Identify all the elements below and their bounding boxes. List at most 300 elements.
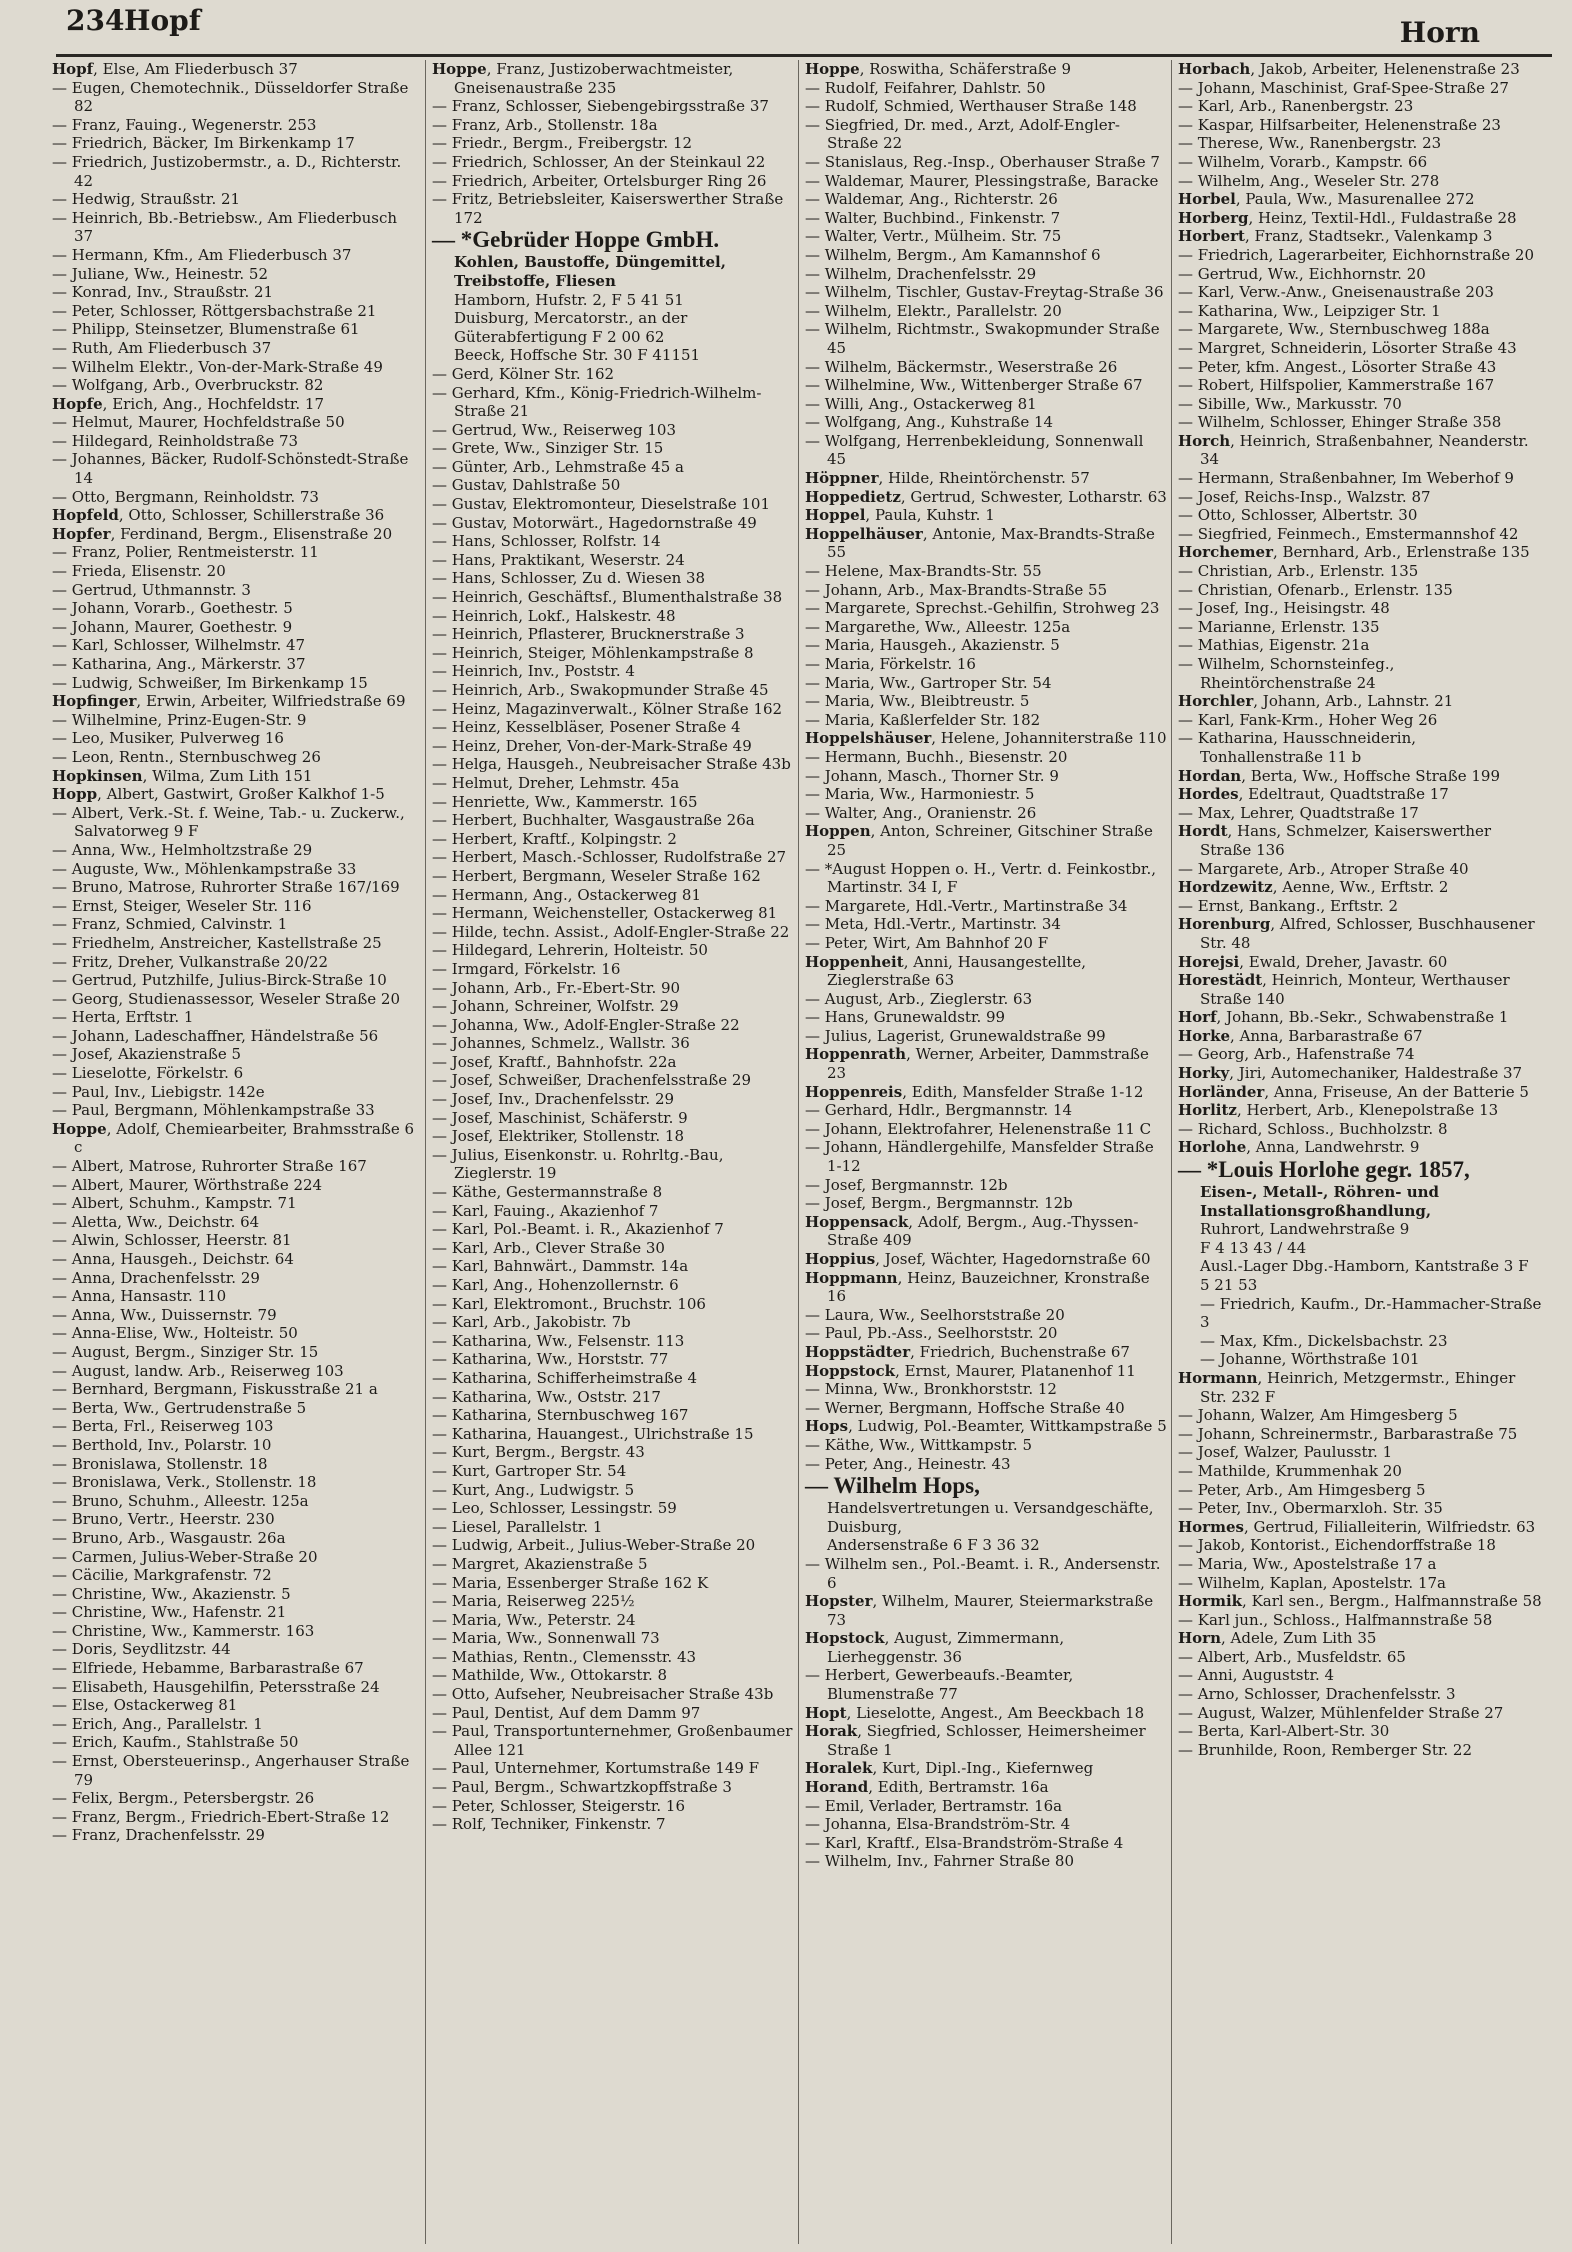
directory-entry: — Christine, Ww., Akazienstr. 5 xyxy=(52,1584,291,1603)
directory-entry: — Heinrich, Pflasterer, Brucknerstraße 3 xyxy=(432,625,745,644)
directory-entry: — Katharina, Ww., Oststr. 217 xyxy=(432,1387,661,1406)
directory-entry: — Ernst, Steiger, Weseler Str. 116 xyxy=(52,896,312,915)
directory-entry: — Hermann, Straßenbahner, Im Weberhof 9 xyxy=(1178,469,1514,488)
directory-entry: — Hermann, Kfm., Am Fliederbusch 37 xyxy=(52,245,352,264)
directory-entry: — Mathias, Rentn., Clemensstr. 43 xyxy=(432,1647,697,1666)
directory-entry: — Helga, Hausgeh., Neubreisacher Straße 43b xyxy=(432,755,791,774)
ad-address-line: F 4 13 43 / 44 xyxy=(1200,1238,1307,1257)
directory-entry: — August, Arb., Zieglerstr. 63 xyxy=(805,989,1033,1008)
directory-entry: — Josef, Maschinist, Schäferstr. 9 xyxy=(432,1108,688,1127)
directory-entry: — Brunhilde, Roon, Remberger Str. 22 xyxy=(1178,1740,1473,1759)
directory-entry: — Aletta, Ww., Deichstr. 64 xyxy=(52,1212,260,1231)
directory-entry: — Maria, Hausgeh., Akazienstr. 5 xyxy=(805,636,1060,655)
directory-entry: — Käthe, Ww., Wittkampstr. 5 xyxy=(805,1435,1032,1454)
column-1 xyxy=(52,60,420,2244)
directory-entry: — Bernhard, Bergmann, Fiskusstraße 21 a xyxy=(52,1380,378,1399)
entry-surname: Hoppe xyxy=(52,1119,107,1138)
entry-surname: Hopfe xyxy=(52,394,103,413)
directory-entry: — Therese, Ww., Ranenbergstr. 23 xyxy=(1178,134,1442,153)
directory-entry: — Gerhard, Kfm., König-Friedrich-Wilhelm-Straße 21 xyxy=(432,383,762,421)
entry-surname: Hoppenreis xyxy=(805,1082,903,1101)
directory-entry: — Friedrich, Schlosser, An der Steinkaul 22 xyxy=(432,152,766,171)
directory-entry: — Heinrich, Arb., Swakopmunder Straße 45 xyxy=(432,681,769,699)
directory-entry: — Friedrich, Lagerarbeiter, Eichhornstraße 20 xyxy=(1178,245,1535,264)
directory-entry: — Walter, Buchbind., Finkenstr. 7 xyxy=(805,208,1061,227)
entry-surname: Hopfeld xyxy=(52,506,119,525)
directory-entry: — Wilhelmine, Prinz-Eugen-Str. 9 xyxy=(52,710,307,729)
directory-entry: — Katharina, Ang., Märkerstr. 37 xyxy=(52,655,306,673)
directory-entry: — Johann, Schreiner, Wolfstr. 29 xyxy=(432,997,679,1016)
directory-entry: Hoppe, Franz, Justizoberwachtmeister, Gneisenaustraße 235 xyxy=(432,60,734,97)
directory-entry: — Anna-Elise, Ww., Holteistr. 50 xyxy=(52,1324,298,1343)
directory-entry: — Franz, Drachenfelsstr. 29 xyxy=(52,1826,265,1845)
directory-entry: — Hans, Schlosser, Zu d. Wiesen 38 xyxy=(432,569,706,588)
ad-address-line: Andersenstraße 6 F 3 36 32 xyxy=(827,1536,1040,1555)
directory-entry: — Josef, Akazienstraße 5 xyxy=(52,1045,242,1064)
directory-entry: — Mathilde, Ww., Ottokarstr. 8 xyxy=(432,1666,668,1685)
directory-entry: — Kurt, Bergm., Bergstr. 43 xyxy=(432,1443,645,1462)
directory-entry: Hopfer, Ferdinand, Bergm., Elisenstraße 20 xyxy=(52,524,393,543)
directory-entry: — Otto, Aufseher, Neubreisacher Straße 43b xyxy=(432,1685,774,1704)
ad-address-line: — Johanne, Wörthstraße 101 xyxy=(1200,1350,1420,1369)
directory-entry: — Otto, Schlosser, Albertstr. 30 xyxy=(1178,506,1418,525)
directory-entry: — Albert, Arb., Musfeldstr. 65 xyxy=(1178,1647,1406,1666)
directory-entry: — Gustav, Elektromonteur, Dieselstraße 101 xyxy=(432,495,770,514)
directory-entry: Hopfinger, Erwin, Arbeiter, Wilfriedstraße 69 xyxy=(52,692,406,711)
directory-entry: — Johann, Walzer, Am Himgesberg 5 xyxy=(1178,1406,1458,1425)
directory-entry: — Wilhelm, Tischler, Gustav-Freytag-Straße 36 xyxy=(805,283,1164,302)
directory-entry: — Maria, Reiserweg 225½ xyxy=(432,1592,635,1611)
directory-entry: — Sibille, Ww., Markusstr. 70 xyxy=(1178,394,1402,413)
directory-entry: — Maria, Ww., Bleibtreustr. 5 xyxy=(805,692,1030,711)
directory-entry: — Bronislawa, Stollenstr. 18 xyxy=(52,1454,268,1473)
directory-entry: — Margarethe, Ww., Alleestr. 125a xyxy=(805,617,1071,636)
directory-entry: — Wilhelm sen., Pol.-Beamt. i. R., Andersenstr. 6 xyxy=(805,1554,1161,1592)
entry-surname: Hoppelshäuser xyxy=(805,729,932,748)
directory-entry: Hoppenheit, Anni, Hausangestellte, Zieglerstraße 63 xyxy=(805,952,1087,990)
directory-entry: Hoppe, Roswitha, Schäferstraße 9 xyxy=(805,60,1071,78)
directory-entry: — Paul, Pb.-Ass., Seelhorststr. 20 xyxy=(805,1324,1058,1343)
entry-surname: Horand xyxy=(805,1778,869,1797)
directory-entry: — Herbert, Gewerbeaufs.-Beamter, Blumenstraße 77 xyxy=(805,1666,1074,1704)
directory-entry: — Karl, Elektromont., Bruchstr. 106 xyxy=(432,1294,706,1313)
directory-entry: — Heinrich, Bb.-Betriebsw., Am Fliederbusch 37 xyxy=(52,208,398,246)
entry-surname: Hordzewitz xyxy=(1178,878,1273,897)
entry-surname: Hopp xyxy=(52,785,98,804)
directory-entry: — Josef, Ing., Heisingstr. 48 xyxy=(1178,599,1390,618)
directory-entry: — Max, Lehrer, Quadtstraße 17 xyxy=(1178,803,1419,822)
directory-entry: — Josef, Bergmannstr. 12b xyxy=(805,1175,1008,1194)
entry-surname: Hoppe xyxy=(805,60,860,78)
ad-address-line: Ruhrort, Landwehrstraße 9 xyxy=(1200,1220,1410,1239)
directory-entry: Hopstock, August, Zimmermann, Lierheggenstr. 36 xyxy=(805,1629,1065,1666)
directory-entry: — Johann, Maschinist, Graf-Spee-Straße 27 xyxy=(1178,78,1509,97)
entry-surname: Horbert xyxy=(1178,227,1245,246)
directory-entry: — Karl, Schlosser, Wilhelmstr. 47 xyxy=(52,636,306,655)
directory-entry: Hoppen, Anton, Schreiner, Gitschiner Straße 25 xyxy=(805,822,1153,859)
directory-entry: — Johann, Händlergehilfe, Mansfelder Straße 1-12 xyxy=(805,1138,1154,1176)
directory-entry: Hoppstock, Ernst, Maurer, Platanenhof 11 xyxy=(805,1361,1136,1380)
directory-entry: — Karl, Verw.-Anw., Gneisenaustraße 203 xyxy=(1178,283,1494,302)
directory-entry: Hoppstädter, Friedrich, Buchenstraße 67 xyxy=(805,1342,1130,1361)
entry-surname: Hoppenrath xyxy=(805,1045,907,1064)
directory-entry: — Otto, Bergmann, Reinholdstr. 73 xyxy=(52,487,319,506)
directory-entry: — Siegfried, Feinmech., Emstermannshof 42 xyxy=(1178,524,1519,543)
entry-surname: Hoppmann xyxy=(805,1268,898,1287)
directory-entry: — Christian, Ofenarb., Erlenstr. 135 xyxy=(1178,580,1453,599)
directory-entry: Hopster, Wilhelm, Maurer, Steiermarkstraße 73 xyxy=(805,1592,1154,1629)
directory-entry: — Jakob, Kontorist., Eichendorffstraße 18 xyxy=(1178,1536,1496,1555)
directory-entry: Horn, Adele, Zum Lith 35 xyxy=(1178,1629,1377,1648)
entry-surname: Hopfer xyxy=(52,524,111,543)
directory-entry: — Wilhelm, Bergm., Am Kamannshof 6 xyxy=(805,245,1101,264)
entry-surname: Hopf xyxy=(52,60,94,78)
directory-entry: — Robert, Hilfspolier, Kammerstraße 167 xyxy=(1178,376,1495,395)
entry-surname: Horn xyxy=(1178,1629,1221,1648)
directory-entry: Hormes, Gertrud, Filialleiterin, Wilfriedstr. 63 xyxy=(1178,1517,1536,1536)
entry-surname: Hoppe xyxy=(432,60,487,78)
directory-entry: — Johanna, Ww., Adolf-Engler-Straße 22 xyxy=(432,1015,740,1034)
directory-entry: — Johann, Ladeschaffner, Händelstraße 56 xyxy=(52,1026,379,1045)
directory-entry: — Karl, Ang., Hohenzollernstr. 6 xyxy=(432,1276,679,1294)
directory-entry: — Herbert, Masch.-Schlosser, Rudolfstraße 27 xyxy=(432,848,787,867)
directory-entry: — Georg, Arb., Hafenstraße 74 xyxy=(1178,1045,1415,1064)
directory-entry: — Herbert, Bergmann, Weseler Straße 162 xyxy=(432,866,761,885)
directory-entry: — Herbert, Buchhalter, Wasgaustraße 26a xyxy=(432,811,755,830)
entry-surname: Horbach xyxy=(1178,60,1251,78)
directory-entry: — Kurt, Ang., Ludwigstr. 5 xyxy=(432,1480,635,1499)
directory-entry: — Mathias, Eigenstr. 21a xyxy=(1178,636,1370,655)
entry-surname: Horalek xyxy=(805,1759,873,1778)
directory-entry: — Kaspar, Hilfsarbeiter, Helenenstraße 23 xyxy=(1178,115,1501,134)
directory-entry: — Grete, Ww., Sinziger Str. 15 xyxy=(432,439,664,458)
business-advertisement xyxy=(805,1473,1167,1555)
directory-entry: Hopkinsen, Wilma, Zum Lith 151 xyxy=(52,766,313,785)
directory-entry: — Ernst, Bankang., Erftstr. 2 xyxy=(1178,896,1399,915)
directory-entry: — Hildegard, Reinholdstraße 73 xyxy=(52,431,299,450)
directory-entry: Hoppenrath, Werner, Arbeiter, Dammstraße 23 xyxy=(805,1045,1149,1083)
directory-entry: — Heinrich, Steiger, Möhlenkampstraße 8 xyxy=(432,643,754,662)
directory-entry: — Georg, Studienassessor, Weseler Straße 20 xyxy=(52,989,400,1008)
directory-entry: — Peter, Ang., Heinestr. 43 xyxy=(805,1454,1011,1473)
directory-entry: — Maria, Kaßlerfelder Str. 182 xyxy=(805,710,1041,729)
directory-entry: — August, Walzer, Mühlenfelder Straße 27 xyxy=(1178,1703,1504,1722)
directory-entry: — Emil, Verlader, Bertramstr. 16a xyxy=(805,1796,1063,1815)
directory-entry: — Paul, Dentist, Auf dem Damm 97 xyxy=(432,1703,701,1722)
directory-entry: — Maria, Ww., Peterstr. 24 xyxy=(432,1610,636,1629)
entry-surname: Horestädt xyxy=(1178,971,1263,990)
directory-entry: Hoppel, Paula, Kuhstr. 1 xyxy=(805,506,995,525)
directory-entry: — Wolfgang, Ang., Kuhstraße 14 xyxy=(805,413,1054,432)
directory-entry: — Peter, Inv., Obermarxloh. Str. 35 xyxy=(1178,1499,1443,1518)
directory-entry: — Friedrich, Justizobermstr., a. D., Richterstr. 42 xyxy=(52,152,402,190)
business-advertisement xyxy=(432,227,794,365)
directory-entry: Hoppenreis, Edith, Mansfelder Straße 1-12 xyxy=(805,1082,1144,1101)
directory-entry: — Eugen, Chemotechnik., Düsseldorfer Straße 82 xyxy=(52,78,409,116)
directory-entry: — Anna, Hausgeh., Deichstr. 64 xyxy=(52,1250,294,1268)
directory-entry: Horlohe, Anna, Landwehrstr. 9 xyxy=(1178,1138,1420,1157)
directory-entry: — Franz, Fauing., Wegenerstr. 253 xyxy=(52,115,317,134)
directory-entry: — Waldemar, Ang., Richterstr. 26 xyxy=(805,190,1058,209)
directory-entry: — Walter, Vertr., Mülheim. Str. 75 xyxy=(805,227,1062,246)
page-number: 234 xyxy=(66,4,125,37)
entry-surname: Horchler xyxy=(1178,692,1254,711)
directory-entry: — Laura, Ww., Seelhorststraße 20 xyxy=(805,1305,1065,1324)
directory-entry: — Maria, Ww., Gartroper Str. 54 xyxy=(805,673,1052,692)
ad-business-line: Eisen-, Metall-, Röhren- und Installationsgroßhandlung, xyxy=(1200,1183,1440,1220)
directory-entry: Hopt, Lieselotte, Angest., Am Beeckbach 18 xyxy=(805,1703,1145,1722)
directory-entry: — Wilhelm, Schlosser, Ehinger Straße 358 xyxy=(1178,413,1502,432)
directory-entry: — Wilhelm, Vorarb., Kampstr. 66 xyxy=(1178,152,1428,171)
entry-surname: Hordan xyxy=(1178,766,1242,785)
directory-entry: — Erich, Kaufm., Stahlstraße 50 xyxy=(52,1733,299,1752)
directory-entry: — Maria, Ww., Apostelstraße 17 a xyxy=(1178,1554,1437,1573)
directory-entry: Horke, Anna, Barbarastraße 67 xyxy=(1178,1026,1423,1045)
directory-entry: — Margarete, Sprechst.-Gehilfin, Strohweg 23 xyxy=(805,599,1160,618)
directory-entry: — August, landw. Arb., Reiserweg 103 xyxy=(52,1361,344,1380)
directory-entry: — Hans, Grunewaldstr. 99 xyxy=(805,1008,1006,1027)
directory-entry: Hopfe, Erich, Ang., Hochfeldstr. 17 xyxy=(52,394,324,413)
directory-entry: — Margret, Akazienstraße 5 xyxy=(432,1554,648,1573)
directory-entry: Horchler, Johann, Arb., Lahnstr. 21 xyxy=(1178,692,1454,711)
directory-entry: — Anni, Auguststr. 4 xyxy=(1178,1666,1335,1685)
directory-entry: — Josef, Elektriker, Stollenstr. 18 xyxy=(432,1127,685,1146)
directory-entry: — Philipp, Steinsetzer, Blumenstraße 61 xyxy=(52,320,360,339)
first-entry-guide-word: Hopf xyxy=(124,4,201,37)
directory-entry: — Wilhelm, Richtmstr., Swakopmunder Straße 45 xyxy=(805,320,1160,357)
directory-entry: — Karl, Fank-Krm., Hoher Weg 26 xyxy=(1178,710,1438,729)
directory-entry: — Berta, Karl-Albert-Str. 30 xyxy=(1178,1722,1390,1741)
directory-entry: — Albert, Schuhm., Kampstr. 71 xyxy=(52,1194,297,1213)
directory-entry: — Günter, Arb., Lehmstraße 45 a xyxy=(432,457,684,476)
directory-entry: — Josef, Reichs-Insp., Walzstr. 87 xyxy=(1178,487,1431,506)
directory-entry: — Willi, Ang., Ostackerweg 81 xyxy=(805,394,1037,413)
ad-company-name: — *Louis Horlohe gegr. 1857, xyxy=(1178,1157,1470,1183)
directory-entry: — Fritz, Dreher, Vulkanstraße 20/22 xyxy=(52,952,329,971)
directory-entry: — Hilde, techn. Assist., Adolf-Engler-Straße 22 xyxy=(432,922,790,941)
directory-entry: — Paul, Bergm., Schwartzkopffstraße 3 xyxy=(432,1778,732,1797)
directory-entry: — Bruno, Arb., Wasgaustr. 26a xyxy=(52,1528,286,1547)
directory-entry: — Christine, Ww., Hafenstr. 21 xyxy=(52,1603,287,1622)
directory-entry: — Alwin, Schlosser, Heerstr. 81 xyxy=(52,1231,292,1250)
directory-entry: Horejsi, Ewald, Dreher, Javastr. 60 xyxy=(1178,952,1448,971)
entry-surname: Hopt xyxy=(805,1703,847,1722)
directory-entry: Horlitz, Herbert, Arb., Klenepolstraße 13 xyxy=(1178,1101,1499,1120)
ad-company-name: — Wilhelm Hops, xyxy=(805,1473,980,1499)
directory-entry: — Walter, Ang., Oranienstr. 26 xyxy=(805,803,1037,822)
directory-entry: Horländer, Anna, Friseuse, An der Batterie 5 xyxy=(1178,1082,1529,1101)
directory-entry: — Siegfried, Dr. med., Arzt, Adolf-Engler-Straße 22 xyxy=(805,115,1120,153)
directory-entry: — Franz, Bergm., Friedrich-Ebert-Straße 12 xyxy=(52,1807,390,1826)
directory-entry: — Katharina, Ww., Horststr. 77 xyxy=(432,1350,669,1369)
directory-entry: — Wilhelm, Drachenfelsstr. 29 xyxy=(805,264,1037,283)
directory-entry: Horf, Johann, Bb.-Sekr., Schwabenstraße 1 xyxy=(1178,1008,1509,1027)
directory-entry: — Peter, Schlosser, Röttgersbachstraße 21 xyxy=(52,301,377,320)
directory-entry: — Johann, Elektrofahrer, Helenenstraße 11 C xyxy=(805,1119,1152,1138)
directory-entry: — Leo, Musiker, Pulverweg 16 xyxy=(52,729,284,748)
directory-entry: — Johannes, Schmelz., Wallstr. 36 xyxy=(432,1034,690,1053)
directory-entry: — Karl, Arb., Ranenbergstr. 23 xyxy=(1178,97,1414,116)
directory-entry: — Heinrich, Lokf., Halskestr. 48 xyxy=(432,606,676,625)
directory-entry: — Marianne, Erlenstr. 135 xyxy=(1178,617,1380,636)
directory-entry: — Julius, Eisenkonstr. u. Rohrltg.-Bau, Zieglerstr. 19 xyxy=(432,1145,724,1183)
directory-entry: — Berthold, Inv., Polarstr. 10 xyxy=(52,1435,272,1454)
directory-entry: — Josef, Schweißer, Drachenfelsstraße 29 xyxy=(432,1071,751,1090)
column-4 xyxy=(1171,60,1542,2244)
entry-surname: Hops xyxy=(805,1417,849,1436)
directory-entry: — Peter, kfm. Angest., Lösorter Straße 43 xyxy=(1178,357,1497,376)
directory-entry: — Elisabeth, Hausgehilfin, Petersstraße 24 xyxy=(52,1677,380,1696)
directory-entry: Horbach, Jakob, Arbeiter, Helenenstraße 23 xyxy=(1178,60,1520,78)
directory-entry: Hops, Ludwig, Pol.-Beamter, Wittkampstraße 5 xyxy=(805,1417,1167,1436)
directory-entry: — Käthe, Gestermannstraße 8 xyxy=(432,1183,663,1202)
directory-entry: — Bronislawa, Verk., Stollenstr. 18 xyxy=(52,1473,317,1492)
directory-entry: — *August Hoppen o. H., Vertr. d. Feinkostbr., Martinstr. 34 I, F xyxy=(805,859,1156,897)
directory-entry: Horestädt, Heinrich, Monteur, Werthauser Straße 140 xyxy=(1178,971,1510,1008)
directory-entry: — Karl, Kraftf., Elsa-Brandström-Straße 4 xyxy=(805,1833,1124,1852)
entry-surname: Hoppelhäuser xyxy=(805,524,923,543)
directory-entry: Hopp, Albert, Gastwirt, Großer Kalkhof 1-5 xyxy=(52,785,385,804)
directory-entry: — Gustav, Motorwärt., Hagedornstraße 49 xyxy=(432,513,757,532)
directory-entry: — Wilhelm, Kaplan, Apostelstr. 17a xyxy=(1178,1573,1446,1592)
directory-entry: Höppner, Hilde, Rheintörchenstr. 57 xyxy=(805,469,1090,488)
directory-entry: — Doris, Seydlitzstr. 44 xyxy=(52,1640,231,1659)
directory-entry: — Wilhelm, Ang., Weseler Str. 278 xyxy=(1178,171,1440,190)
ad-address-line: Beeck, Hoffsche Str. 30 F 41151 xyxy=(454,346,701,365)
directory-entry: — Rudolf, Feifahrer, Dahlstr. 50 xyxy=(805,78,1046,97)
directory-entry: — Katharina, Schifferheimstraße 4 xyxy=(432,1368,698,1387)
entry-surname: Hopstock xyxy=(805,1629,885,1648)
directory-entry: — Waldemar, Maurer, Plessingstraße, Baracke xyxy=(805,171,1159,190)
directory-entry: — Wilhelm, Inv., Fahrner Straße 80 xyxy=(805,1852,1075,1871)
directory-entry: — Maria, Ww., Sonnenwall 73 xyxy=(432,1629,660,1648)
directory-entry: — Berta, Ww., Gertrudenstraße 5 xyxy=(52,1398,307,1417)
directory-entry: — Christian, Arb., Erlenstr. 135 xyxy=(1178,562,1419,581)
directory-entry: — Meta, Hdl.-Vertr., Martinstr. 34 xyxy=(805,915,1061,934)
directory-entry: — Ludwig, Arbeit., Julius-Weber-Straße 20 xyxy=(432,1536,756,1555)
directory-entry: — Albert, Maurer, Wörthstraße 224 xyxy=(52,1175,323,1194)
directory-entry: — Wilhelm, Elektr., Parallelstr. 20 xyxy=(805,301,1062,320)
directory-entry: — Anna, Drachenfelsstr. 29 xyxy=(52,1268,260,1287)
directory-entry: — Johann, Schreinermstr., Barbarastraße 75 xyxy=(1178,1424,1518,1443)
directory-entry: — Leo, Schlosser, Lessingstr. 59 xyxy=(432,1499,677,1518)
entry-surname: Hopfinger xyxy=(52,692,137,711)
directory-entry: — Margret, Schneiderin, Lösorter Straße 43 xyxy=(1178,338,1517,357)
directory-entry: — Karl, Fauing., Akazienhof 7 xyxy=(432,1201,659,1220)
directory-entry: — Maria, Ww., Harmoniestr. 5 xyxy=(805,785,1035,804)
directory-entry: — Maria, Essenberger Straße 162 K xyxy=(432,1573,709,1592)
directory-entry: Hormann, Heinrich, Metzgermstr., Ehinger Str. 232 F xyxy=(1178,1368,1516,1406)
directory-entry: — Johann, Maurer, Goethestr. 9 xyxy=(52,617,293,636)
entry-surname: Hoppius xyxy=(805,1250,876,1268)
directory-entry: — Karl, Arb., Jakobistr. 7b xyxy=(432,1313,631,1332)
entry-surname: Hoppel xyxy=(805,506,866,525)
entry-surname: Hormik xyxy=(1178,1592,1243,1611)
directory-entry: Hormik, Karl sen., Bergm., Halfmannstraße 58 xyxy=(1178,1592,1542,1611)
directory-entry: — Katharina, Ww., Leipziger Str. 1 xyxy=(1178,301,1441,320)
directory-entry: Horchemer, Bernhard, Arb., Erlenstraße 135 xyxy=(1178,543,1530,562)
entry-surname: Horke xyxy=(1178,1026,1231,1045)
directory-entry: — Katharina, Hausschneiderin, Tonhallenstraße 11 b xyxy=(1178,729,1417,766)
directory-entry: — Hermann, Buchh., Biesenstr. 20 xyxy=(805,747,1068,766)
directory-entry: — Christine, Ww., Kammerstr. 163 xyxy=(52,1621,315,1640)
directory-entry: — Josef, Walzer, Paulusstr. 1 xyxy=(1178,1443,1393,1462)
entry-surname: Horejsi xyxy=(1178,952,1240,971)
directory-entry: Hopfeld, Otto, Schlosser, Schillerstraße 36 xyxy=(52,506,385,525)
directory-entry: — Bruno, Schuhm., Alleestr. 125a xyxy=(52,1491,309,1510)
entry-surname: Hopkinsen xyxy=(52,766,143,785)
directory-entry: — Rolf, Techniker, Finkenstr. 7 xyxy=(432,1815,666,1834)
directory-entry: — Konrad, Inv., Straußstr. 21 xyxy=(52,283,274,302)
directory-entry: Hoppius, Josef, Wächter, Hagedornstraße 60 xyxy=(805,1250,1151,1268)
directory-entry: — Margarete, Hdl.-Vertr., Martinstraße 34 xyxy=(805,896,1128,915)
entry-surname: Horch xyxy=(1178,431,1231,450)
directory-entry: Horberg, Heinz, Textil-Hdl., Fuldastraße 28 xyxy=(1178,208,1517,227)
entry-surname: Horchemer xyxy=(1178,543,1273,562)
directory-entry: — Gertrud, Putzhilfe, Julius-Birck-Straße 10 xyxy=(52,971,387,990)
entry-surname: Hordes xyxy=(1178,785,1239,804)
entry-surname: Hopster xyxy=(805,1592,873,1611)
directory-entry: Horch, Heinrich, Straßenbahner, Neanderstr. 34 xyxy=(1178,431,1529,469)
directory-entry: — Franz, Schmied, Calvinstr. 1 xyxy=(52,915,288,934)
directory-entry: — Hermann, Ang., Ostackerweg 81 xyxy=(432,885,701,904)
directory-entry: — Johannes, Bäcker, Rudolf-Schönstedt-Straße 14 xyxy=(52,450,409,488)
directory-entry: — Karl, Bahnwärt., Dammstr. 14a xyxy=(432,1257,689,1276)
directory-entry: — Juliane, Ww., Heinestr. 52 xyxy=(52,264,268,283)
directory-entry: Horenburg, Alfred, Schlosser, Buschhausener Str. 48 xyxy=(1178,915,1535,952)
directory-entry: — Bruno, Matrose, Ruhrorter Straße 167/169 xyxy=(52,878,400,897)
directory-entry: — Heinz, Magazinverwalt., Kölner Straße 162 xyxy=(432,699,783,718)
directory-entry: — Arno, Schlosser, Drachenfelsstr. 3 xyxy=(1178,1685,1456,1704)
entry-surname: Horak xyxy=(805,1722,858,1741)
directory-entry: — Helene, Max-Brandts-Str. 55 xyxy=(805,562,1042,581)
directory-entry: — Anna, Ww., Duissernstr. 79 xyxy=(52,1305,277,1324)
directory-entry: — Ruth, Am Fliederbusch 37 xyxy=(52,338,272,357)
directory-entry: — Wilhelm Elektr., Von-der-Mark-Straße 49 xyxy=(52,357,383,376)
business-advertisement xyxy=(1178,1157,1542,1369)
directory-entry: — Margarete, Ww., Sternbuschweg 188a xyxy=(1178,320,1490,339)
directory-entry: Horky, Jiri, Automechaniker, Haldestraße 37 xyxy=(1178,1064,1523,1083)
entry-surname: Horlohe xyxy=(1178,1138,1247,1157)
directory-entry: Hordan, Berta, Ww., Hoffsche Straße 199 xyxy=(1178,766,1500,785)
directory-entry: — Maria, Förkelstr. 16 xyxy=(805,655,976,673)
page-header xyxy=(0,0,1572,56)
directory-entry: — Irmgard, Förkelstr. 16 xyxy=(432,959,621,978)
directory-entry: — Karl jun., Schloss., Halfmannstraße 58 xyxy=(1178,1610,1493,1629)
directory-entry: — Herbert, Kraftf., Kolpingstr. 2 xyxy=(432,829,677,848)
ad-address-line: Hamborn, Hufstr. 2, F 5 41 51 xyxy=(454,290,684,309)
directory-entry: — Carmen, Julius-Weber-Straße 20 xyxy=(52,1547,318,1566)
directory-entry: Hoppelhäuser, Antonie, Max-Brandts-Straße 55 xyxy=(805,524,1155,562)
directory-entry: — Wilhelmine, Ww., Wittenberger Straße 67 xyxy=(805,376,1143,395)
directory-entry: — Werner, Bergmann, Hoffsche Straße 40 xyxy=(805,1398,1125,1417)
entry-surname: Horländer xyxy=(1178,1082,1265,1101)
directory-entry: — Johann, Vorarb., Goethestr. 5 xyxy=(52,599,293,618)
directory-entry: — Gerhard, Hdlr., Bergmannstr. 14 xyxy=(805,1101,1073,1120)
directory-entry: — Josef, Inv., Drachenfelsstr. 29 xyxy=(432,1090,675,1109)
entry-surname: Horberg xyxy=(1178,208,1249,227)
entry-surname: Horlitz xyxy=(1178,1101,1237,1120)
directory-entry: — Heinrich, Inv., Poststr. 4 xyxy=(432,662,635,681)
directory-entry: Hordes, Edeltraut, Quadtstraße 17 xyxy=(1178,785,1449,804)
directory-entry: — Anna, Ww., Helmholtzstraße 29 xyxy=(52,840,313,859)
directory-entry: — Julius, Lagerist, Grunewaldstraße 99 xyxy=(805,1026,1106,1045)
entry-surname: Höppner xyxy=(805,469,879,488)
directory-entry: — Helmut, Dreher, Lehmstr. 45a xyxy=(432,773,680,792)
directory-entry: — Gerd, Kölner Str. 162 xyxy=(432,364,615,383)
directory-entry: — Anna, Hansastr. 110 xyxy=(52,1287,227,1306)
directory-entry: — Mathilde, Krummenhak 20 xyxy=(1178,1461,1402,1480)
